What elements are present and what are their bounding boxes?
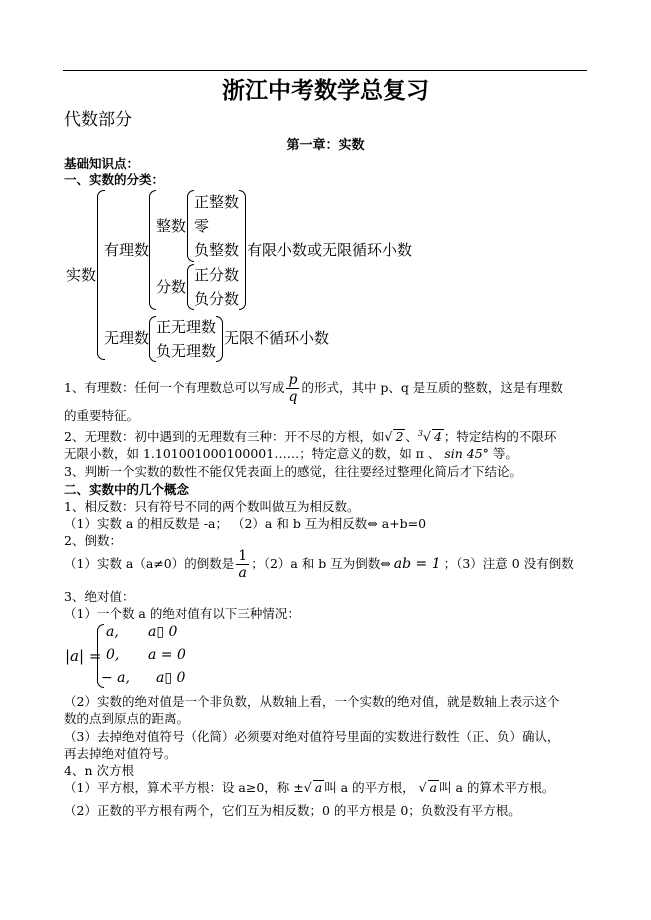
case3-condition: a▯ 0 xyxy=(156,670,186,686)
absolute-intro: （1）一个数 a 的绝对值有以下三种情况： xyxy=(64,606,300,621)
tree-pos-int: 正整数 xyxy=(194,193,240,211)
p1-text-b: 的形式，其中 p、q 是互质的整数，这是有理数 xyxy=(301,380,563,395)
absolute-note2: （2）实数的绝对值是一个非负数，从数轴上看，一个实数的绝对值，就是数轴上表示这个 xyxy=(64,694,560,709)
rational-definition-cont: 的重要特征。 xyxy=(64,408,140,423)
tree-zero: 零 xyxy=(194,217,210,235)
irrational-right-brace xyxy=(216,316,223,362)
tree-root: 实数 xyxy=(66,266,97,284)
absolute-note2-cont: 数的点到原点的距离。 xyxy=(64,711,190,726)
case3-value: − a, xyxy=(101,670,130,686)
absolute-note3: （3）去掉绝对值符号（化简）必须要对绝对值符号里面的实数进行数性（正、负）确认， xyxy=(64,729,560,744)
case1-value: a, xyxy=(106,624,119,640)
basics-heading: 基础知识点： xyxy=(64,156,140,171)
judgment-note: 3、判断一个实数的数性不能仅凭表面上的感觉，往往要经过整理化简后才下结论。 xyxy=(64,464,522,479)
tree-fraction: 分数 xyxy=(156,278,187,296)
tree-pos-irr: 正无理数 xyxy=(156,318,217,336)
irrational-definition: 2、无理数：初中遇到的无理数有三种：开不尽的方根，如√ 2 、$^3$√ 4 ；特定结构的不限环 xyxy=(64,429,557,445)
tree-rational: 有理数 xyxy=(104,241,150,259)
integer-brace xyxy=(187,190,194,262)
p-over-q-fraction: $\frac{p}{q}$ xyxy=(288,372,298,405)
rational-right-brace xyxy=(239,190,246,310)
square-root-definition: （1）平方根，算术平方根：设 a≥0，称 ±√ a 叫 a 的平方根， √ a 叫 a 的算术平方根。 xyxy=(64,780,555,795)
sqrt-2: 2 xyxy=(395,429,404,445)
tree-pos-frac: 正分数 xyxy=(194,266,240,284)
opposite-detail: （1）实数 a 的相反数是 -a； （2）a 和 b 互为相反数⇔ a+b=0 xyxy=(64,516,427,531)
tree-integer: 整数 xyxy=(156,217,187,235)
case2-value: 0, xyxy=(106,647,120,663)
classification-heading: 一、实数的分类： xyxy=(64,172,165,187)
tree-neg-int: 负整数 xyxy=(194,241,240,259)
abs-lhs: |a| = xyxy=(65,647,102,665)
tree-irrational: 无理数 xyxy=(104,329,150,347)
page-title: 浙江中考数学总复习 xyxy=(222,78,429,104)
one-over-a-fraction: $\frac{1}{a}$ xyxy=(238,548,248,581)
tree-neg-frac: 负分数 xyxy=(194,290,240,308)
case1-condition: a▯ 0 xyxy=(148,624,178,640)
chapter-heading: 第一章：实数 xyxy=(286,138,365,153)
ab-equals-one: ab = 1 xyxy=(393,556,441,572)
fraction-brace xyxy=(187,264,194,310)
square-root-properties: （2）正数的平方根有两个，它们互为相反数；0 的平方根是 0；负数没有平方根。 xyxy=(64,803,521,818)
concepts-heading: 二、实数中的几个概念 xyxy=(64,482,190,497)
sin-45: sin 45° xyxy=(444,446,489,461)
sqrt-a-2: a xyxy=(429,780,437,795)
absolute-note3-cont: 再去掉绝对值符号。 xyxy=(64,746,177,761)
irrational-brace xyxy=(149,316,156,362)
irrational-definition-cont: 无限小数，如 1.101001000100001……；特定意义的数，如 π 、 sin 45° 等。 xyxy=(64,446,518,461)
section-heading: 代数部分 xyxy=(64,110,132,130)
absolute-heading: 3、绝对值： xyxy=(64,589,135,604)
opposite-definition: 1、相反数：只有符号不同的两个数叫做互为相反数。 xyxy=(64,499,360,514)
tree-rational-note: 有限小数或无限循环小数 xyxy=(247,241,413,259)
rational-definition xyxy=(64,372,563,405)
cbrt-4: 4 xyxy=(433,429,442,445)
reciprocal-detail: （1）实数 a（a≠0）的倒数是 $\frac{1}{a}$ ；（2）a 和 b 互为倒数⇔ ab = 1 ；（3）注意 0 没有倒数 xyxy=(64,548,574,581)
p1-text-a: 1、有理数：任何一个有理数总可以写成 xyxy=(64,380,285,395)
root-heading: 4、n 次方根 xyxy=(64,763,134,778)
reciprocal-heading: 2、倒数： xyxy=(64,533,122,548)
tree-neg-irr: 负无理数 xyxy=(156,342,217,360)
rational-brace xyxy=(149,190,156,310)
sqrt-a-1: a xyxy=(314,780,323,795)
top-rule xyxy=(63,70,587,71)
tree-irrational-note: 无限不循环小数 xyxy=(224,329,330,347)
case2-condition: a = 0 xyxy=(148,647,186,663)
